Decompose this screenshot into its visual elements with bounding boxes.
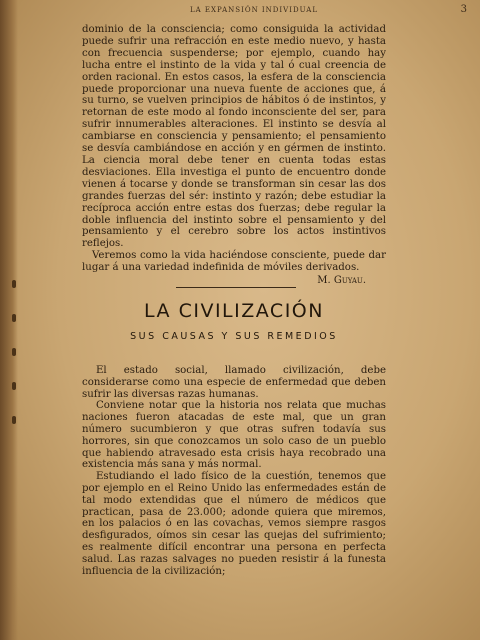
article-subtitle: SUS CAUSAS Y SUS REMEDIOS — [130, 331, 338, 342]
running-title: LA EXPANSIÓN INDIVIDUAL — [190, 6, 319, 14]
page-header — [80, 6, 470, 18]
author-signature: M. Guyau. — [317, 275, 366, 287]
binding-stitches — [12, 280, 16, 450]
paragraph: Veremos como la vida haciéndose consciente, puede dar lugar á una variedad indefinida de móviles derivados. — [82, 250, 386, 274]
article-body — [82, 365, 386, 577]
paragraph: Conviene notar que la historia nos relata que muchas naciones fueron atacadas de este mal, que un gran número sucumbieron y que otras sufren todavía sus horrores, sin que conozcamos un solo caso de un pueblo que habiendo atravesado esta crisis haya recobrado una existencia más sana y más normal. — [82, 400, 386, 471]
paragraph: El estado social, llamado civilización, debe considerarse como una especie de enfermedad que deben sufrir las diversas razas humanas. — [82, 365, 386, 400]
article-title: LA CIVILIZACIÓN — [144, 300, 324, 322]
paragraph: dominio de la consciencia; como consiguida la actividad puede sufrir una refracción en este medio nuevo, y hasta con frecuencia suspenderse; por ejemplo, cuando hay lucha entre el instinto de la vida y tal ó cual creencia de orden racional. En estos casos, la esfera de la consciencia puede proporcionar una nueva fuente de acciones que, á su turno, se vuelven principios de hábitos ó de instintos, y retornan de este modo al fondo inconsciente del ser, para sufrir innumerables alteraciones. El instinto se desvía al cambiarse en consciencia y pensamiento; el pensamiento se desvía cambiándose en acción y en gérmen de instinto. La ciencia moral debe tener en cuenta todas estas desviaciones. Ella investiga el punto de encuentro donde vienen á tocarse y donde se transforman sin cesar las dos grandes fuerzas del sér: instinto y razón; debe estudiar la recíproca acción entre estas dos fuerzas; debe regular la doble influencia del instinto sobre el pensamiento y del pensamiento y el cerebro sobre los actos instintivos reflejos. — [82, 24, 386, 250]
paragraph: Estudiando el lado físico de la cuestión, tenemos que por ejemplo en el Reino Unido las enfermedades están de tal modo extendidas que el número de médicos que practican, pasa de 23.000; adonde quiera que miremos, en los palacios ó en las covachas, vemos siempre rasgos desfigurados, oímos sin cesar las quejas del sufrimiento; es realmente difícil encontrar una persona en perfecta salud. Las razas salvages no pueden resistir á la funesta influencia de la civilización; — [82, 471, 386, 577]
page-number: 3 — [460, 4, 468, 15]
previous-article-text — [82, 24, 386, 287]
section-divider — [176, 287, 296, 288]
